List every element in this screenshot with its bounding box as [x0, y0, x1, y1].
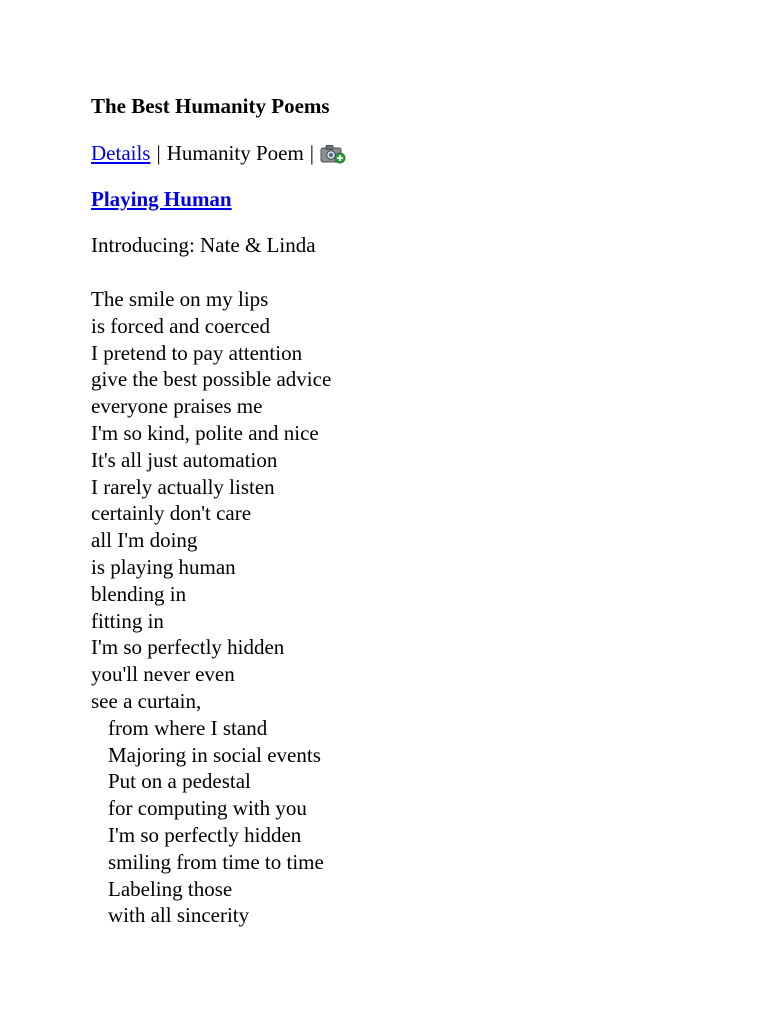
poem-meta-row	[91, 140, 731, 166]
details-link[interactable]: Details	[91, 141, 151, 165]
poem-intro: Introducing: Nate & Linda	[91, 233, 316, 257]
poem-line: for computing with you	[108, 796, 307, 821]
poem-line: you'll never even	[91, 662, 235, 687]
poem-line: The smile on my lips	[91, 287, 269, 311]
camera-add-icon[interactable]	[320, 144, 346, 164]
category-label: Humanity Poem	[166, 141, 304, 165]
poem-line: Labeling those	[108, 876, 233, 901]
poem-line: I rarely actually listen	[91, 474, 275, 499]
poem-line: smiling from time to time	[108, 849, 324, 874]
poem-line: certainly don't care	[91, 501, 252, 526]
separator: |	[156, 141, 161, 165]
poem-line: blending in	[91, 581, 187, 606]
poem-line: is playing human	[91, 554, 236, 579]
poem-line: fitting in	[91, 608, 164, 633]
poem-line: It's all just automation	[91, 447, 278, 472]
poem-line: from where I stand	[108, 715, 268, 740]
separator: |	[309, 141, 314, 165]
poem-line: is forced and coerced	[91, 313, 270, 338]
poem-line: everyone praises me	[91, 394, 263, 419]
poem-body	[91, 286, 731, 929]
poem-line: I pretend to pay attention	[91, 340, 303, 365]
page-title: The Best Humanity Poems	[91, 94, 330, 118]
poem-line: I'm so perfectly hidden	[91, 635, 285, 660]
poem-line: I'm so kind, polite and nice	[91, 420, 319, 445]
poem-title	[91, 186, 731, 212]
poem-line: I'm so perfectly hidden	[108, 822, 302, 847]
poem-line: with all sincerity	[108, 903, 250, 928]
poem-line: give the best possible advice	[91, 367, 332, 392]
page-content	[91, 92, 731, 929]
poem-line: Majoring in social events	[108, 742, 321, 767]
poem-title-link[interactable]: Playing Human	[91, 187, 232, 211]
poem-line: see a curtain,	[91, 688, 202, 713]
poem-line: all I'm doing	[91, 528, 198, 553]
poem-line: Put on a pedestal	[108, 769, 251, 794]
